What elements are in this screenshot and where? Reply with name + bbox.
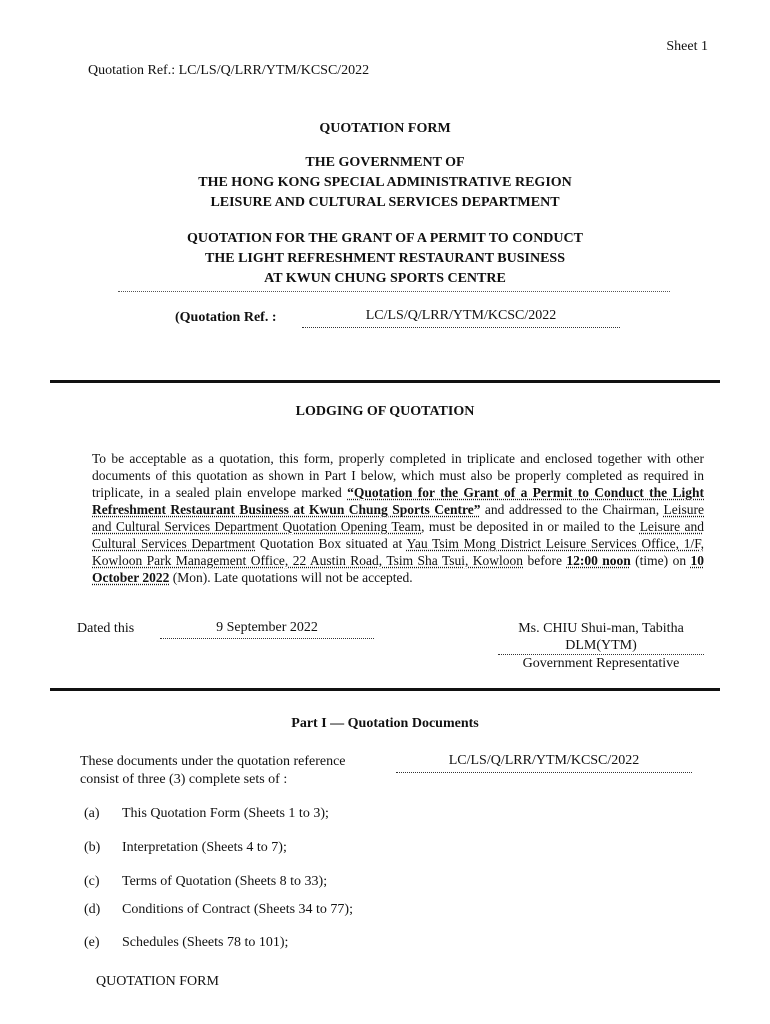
quotation-box: Leisure and Cultural Services Department — [92, 519, 704, 551]
representative-post: DLM(YTM) — [498, 637, 704, 655]
header-quotation-ref: Quotation Ref.: LC/LS/Q/LRR/YTM/KCSC/2022 — [88, 63, 370, 78]
lodging-paragraph: To be acceptable as a quotation, this form, properly completed in triplicate and enclosed together with other documents of this quotation as shown in Part I below, which must also be properly completed as required in triplicate, in a sealed plain envelope marked “Quotation for the Grant of a Permit to Conduct the Light Refreshment Restaurant Business at Kwun Chung Sports Centre” and addressed to the Chairman, Leisure and Cultural Services Department Quotation Opening Team, must be deposited in or mailed to the Leisure and Cultural Services Department Quotation Box situated at Yau Tsim Mong District Leisure Services Office, 1/F, Kowloon Park Management Office, 22 Austin Road, Tsim Sha Tsui, Kowloon before 12:00 noon (time) on 10 October 2022 (Mon). Late quotations will not be accepted. — [92, 451, 705, 585]
part1-heading: Part I — Quotation Documents — [291, 716, 479, 731]
heading-divider — [118, 291, 670, 292]
closing-date: 10 October 2022 — [92, 553, 704, 585]
addressee: Leisure and Cultural Services Department Quotation Opening Team — [92, 502, 705, 534]
quotation-ref-field: LC/LS/Q/LRR/YTM/KCSC/2022 — [302, 308, 620, 328]
envelope-marking: “Quotation for the Grant of a Permit to Conduct the Light Refreshment Restaurant Business at Kwun Chung Sports Centre” — [92, 485, 704, 517]
sheet-number: Sheet 1 — [666, 39, 708, 54]
representative-title: Government Representative — [522, 656, 680, 671]
dated-field: 9 September 2022 — [160, 620, 374, 639]
closing-time: 12:00 noon — [566, 553, 631, 568]
section-rule — [50, 380, 720, 383]
form-title: QUOTATION FORM — [319, 121, 451, 136]
representative-block — [498, 620, 704, 672]
box-location: Yau Tsim Mong District Leisure Services Office, 1/F, Kowloon Park Management Office, 22 Austin Road, Tsim Sha Tsui, Kowloon — [92, 536, 705, 568]
representative-name: Ms. CHIU Shui-man, Tabitha — [518, 621, 684, 636]
dated-label: Dated this — [77, 621, 135, 636]
part1-intro-line: consist of three (3) complete sets of : — [80, 772, 288, 787]
part1-intro-line: These documents under the quotation reference — [80, 754, 346, 769]
gov-line: THE HONG KONG SPECIAL ADMINISTRATIVE REGION — [198, 175, 572, 190]
permit-line: QUOTATION FOR THE GRANT OF A PERMIT TO CONDUCT — [187, 231, 583, 246]
lodging-heading: LODGING OF QUOTATION — [295, 404, 475, 419]
gov-line: LEISURE AND CULTURAL SERVICES DEPARTMENT — [210, 195, 560, 210]
permit-heading — [0, 229, 770, 289]
page-footer: QUOTATION FORM — [96, 974, 219, 989]
permit-line: AT KWUN CHUNG SPORTS CENTRE — [264, 271, 506, 286]
gov-line: THE GOVERNMENT OF — [305, 155, 465, 170]
quotation-ref-label: (Quotation Ref. : — [175, 310, 277, 325]
part1-ref-field: LC/LS/Q/LRR/YTM/KCSC/2022 — [396, 753, 692, 773]
part1-intro — [80, 753, 346, 789]
government-heading — [0, 153, 770, 213]
section-rule — [50, 688, 720, 691]
permit-line: THE LIGHT REFRESHMENT RESTAURANT BUSINESS — [205, 251, 565, 266]
